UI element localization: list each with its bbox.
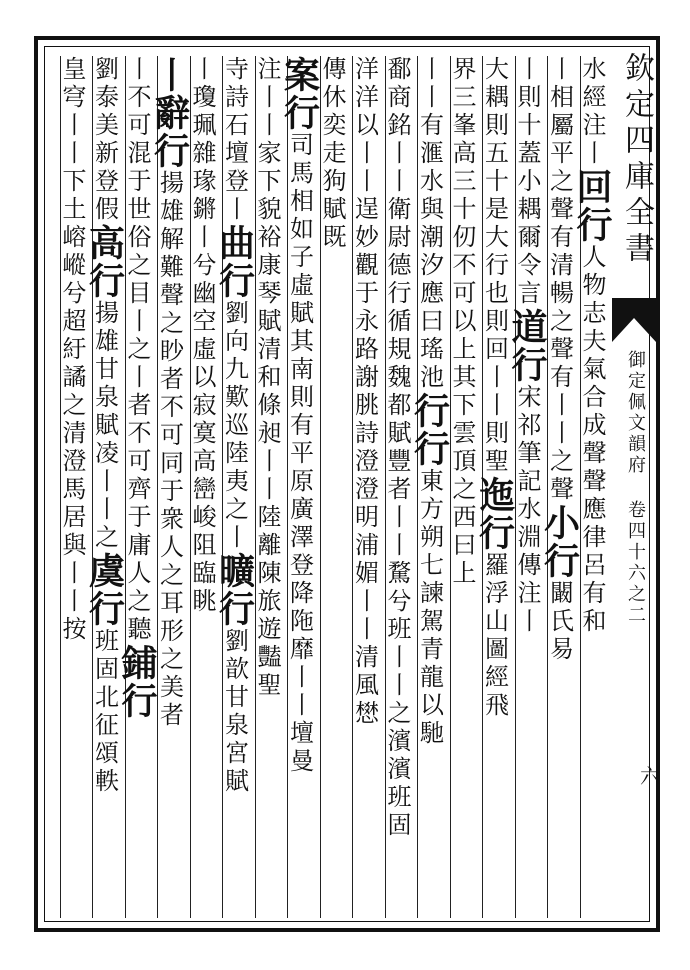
entry-text: 平之聲有清暢之聲有丨丨之聲 xyxy=(545,140,574,504)
entry-text: 丨瓊珮雜瑑鏘 xyxy=(188,56,216,224)
entry-text: 丨相屬 xyxy=(545,56,574,140)
entry-heading: 高行 xyxy=(83,224,126,300)
entry-heading: 丨辭行 xyxy=(148,56,191,170)
text-column xyxy=(385,56,418,918)
entry-heading: 迤行 xyxy=(473,476,516,552)
entry-text: 人物志夫氣合成聲聲應律呂有和 xyxy=(578,244,606,636)
entry-text: 劉歆甘泉宮賦 xyxy=(220,628,249,796)
text-column xyxy=(278,56,321,918)
entry-text: 東方朔七諫駕青龍以馳 xyxy=(415,468,444,748)
text-column xyxy=(408,56,451,918)
folio-number: 六 xyxy=(640,764,660,788)
entry-text: 雲頂之西曰上 xyxy=(448,420,476,588)
entry-text: 揚雄甘泉賦凌丨丨之 xyxy=(90,300,119,552)
text-column xyxy=(352,56,385,918)
entry-text: 闞氏易 xyxy=(545,580,574,664)
entry-text: 不可混于世俗之目丨之丨者不可齊于庸人之聽 xyxy=(123,84,151,644)
entry-heading: 道行 xyxy=(506,308,548,384)
entry-heading: 虞行 xyxy=(83,552,126,628)
text-column xyxy=(320,56,353,918)
entry-heading: 回行 xyxy=(571,168,613,244)
entry-text: 則回丨丨則聖 xyxy=(480,308,509,476)
text-column xyxy=(571,56,613,918)
entry-text: 丨 xyxy=(123,56,151,84)
entry-text: 劉泰美新登假 xyxy=(90,56,119,224)
entry-text: 高巒峻阻臨眺 xyxy=(188,448,216,616)
entry-heading: 行行 xyxy=(408,392,451,468)
entry-heading: 曲行 xyxy=(213,224,256,300)
volume-label: 御定佩文韻府 卷四十六之二 xyxy=(625,350,646,626)
text-column xyxy=(83,56,126,918)
text-column xyxy=(213,56,256,918)
text-column xyxy=(450,56,483,918)
entry-text: 司馬相如子虛賦其南則有平原廣澤登降陁靡丨丨壇曼 xyxy=(285,132,314,776)
text-column xyxy=(116,56,158,918)
entry-text: 宋祁筆記水淵 xyxy=(513,384,541,552)
entry-text: 皇穹丨丨下土 xyxy=(58,56,86,224)
entry-text: 大耦則五十是大行也 xyxy=(480,56,509,308)
entry-text: 洋洋以丨丨逞妙觀于永路謝朓詩澄澄明浦媚丨丨清風𢡟 xyxy=(350,56,379,728)
text-column xyxy=(473,56,516,918)
entry-text: 劉向九歎巡陸夷之丨 xyxy=(220,300,249,552)
entry-text: 寺詩石壇登丨 xyxy=(220,56,249,224)
entry-text: 揚雄解難聲之眇者不可同于衆人之耳形之美者 xyxy=(155,170,184,730)
text-column xyxy=(60,56,93,918)
entry-text: 界三峯高三十仞不可以上其下 xyxy=(448,56,476,420)
entry-text: 馬居與丨丨按 xyxy=(58,476,86,644)
text-column xyxy=(255,56,288,918)
entry-text: 傳注丨 xyxy=(513,552,541,636)
entry-text: 騖兮班丨丨之濱濱班固 xyxy=(383,560,411,840)
text-column xyxy=(506,56,548,918)
entry-text: 鄱商銘丨丨衛尉德行循規魏都賦豐者丨丨 xyxy=(383,56,411,560)
entry-text: 班固北征頌軼 xyxy=(90,628,119,796)
entry-heading: 鋪行 xyxy=(116,644,158,720)
entry-heading: 小行 xyxy=(538,504,581,580)
text-column xyxy=(538,56,581,918)
entry-text: 水經注丨 xyxy=(578,56,606,168)
entry-text: 家下貌裕康琴賦清和條昶丨丨陸離陳旅遊豔聖 xyxy=(253,140,281,700)
entry-text: 注丨丨 xyxy=(253,56,281,140)
entry-text: 丨丨有滙水與潮汐應曰瑤池 xyxy=(415,56,444,392)
entry-heading: 曠行 xyxy=(213,552,256,628)
book-title: 欽定四庫全書 xyxy=(619,52,654,268)
entry-text: 丨兮幽空虛以寂寞 xyxy=(188,224,216,448)
entry-text: 嵱嵷兮超紆譎之清澄 xyxy=(58,224,86,476)
entry-text: 丨則十蓋小耦爾令言 xyxy=(513,56,541,308)
text-column xyxy=(190,56,223,918)
entry-heading: 案行 xyxy=(278,56,321,132)
entry-text: 羅浮山圖經飛 xyxy=(480,552,509,720)
entry-text: 傳休奕走狗賦既 xyxy=(318,56,346,252)
fish-tail-ornament xyxy=(612,298,656,342)
text-column xyxy=(148,56,191,918)
